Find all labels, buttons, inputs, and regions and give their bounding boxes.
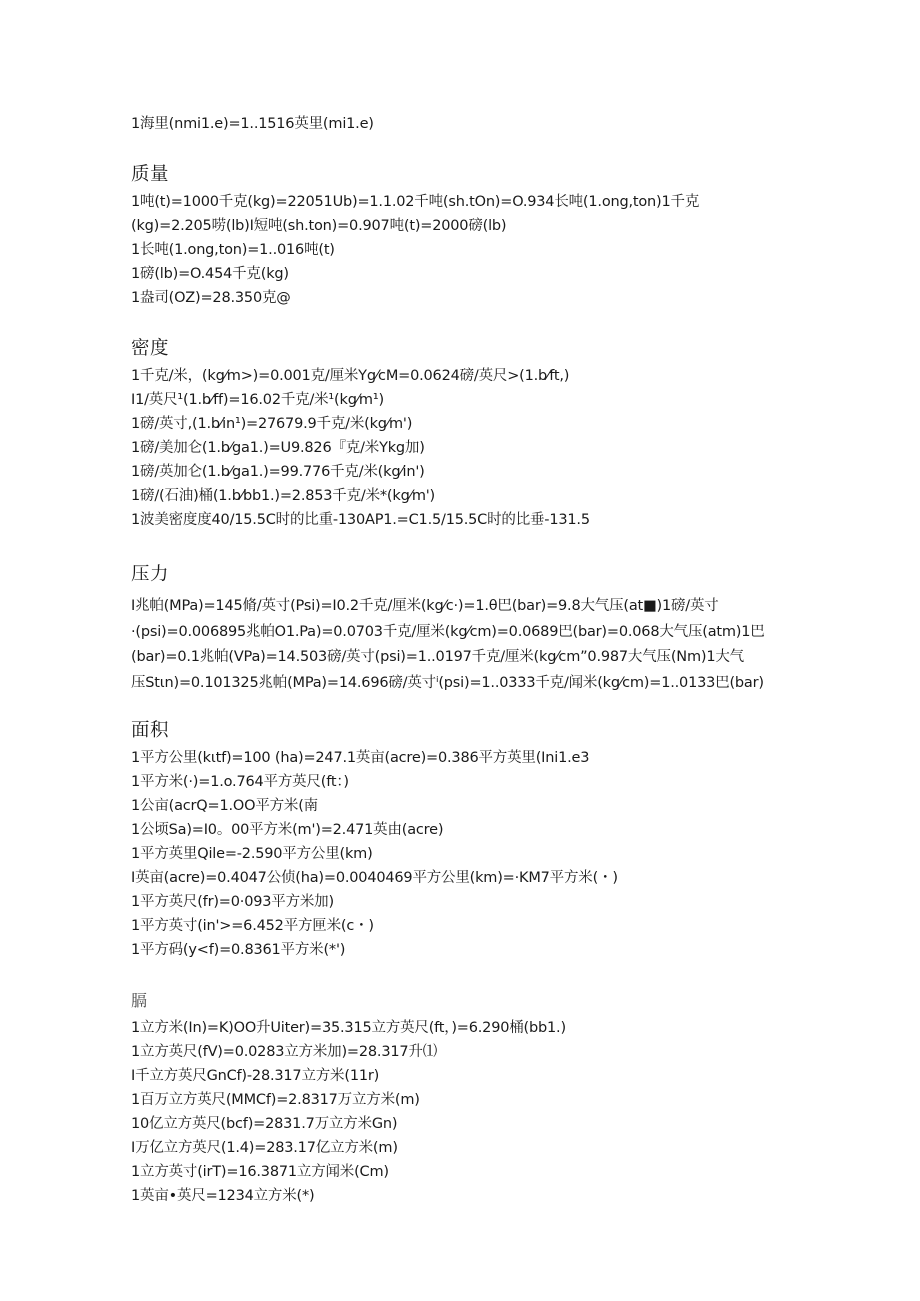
mass-line: 1盎司(OZ)=28.350克@ bbox=[131, 290, 291, 306]
volume-heading: 膈 bbox=[131, 991, 148, 1010]
area-heading: 面积 bbox=[131, 720, 170, 741]
volume-line: 1立方英寸(irT)=16.3871立方闻米(Cm) bbox=[131, 1164, 389, 1180]
volume-line: I万亿立方英尺(1.4)=283.17亿立方米(m) bbox=[131, 1140, 398, 1156]
volume-line: 1立方英尺(fV)=0.0283立方米加)=28.317升⑴ bbox=[131, 1044, 437, 1060]
density-section bbox=[131, 336, 791, 532]
area-line: 1公顷Sa)=I0。00平方米(m')=2.471英由(acre) bbox=[131, 822, 444, 838]
pressure-line: I兆帕(MPa)=145脩/英寸(Psi)=I0.2千克/厘米(kg⁄c·)=1.θ巴(bar)=9.8大气压(at■)1磅/英寸 bbox=[131, 598, 719, 614]
area-line: 1平方码(y<f)=0.8361平方米(*') bbox=[131, 942, 346, 958]
pressure-line: ·(psi)=0.006895兆帕O1.Pa)=0.0703千克/厘米(kg⁄cm)=0.0689巴(bar)=0.068大气压(atm)1巴 bbox=[131, 623, 765, 640]
volume-section bbox=[131, 988, 791, 1208]
area-line: 1平方米(·)=1.o.764平方英尺(ft：) bbox=[131, 774, 349, 790]
volume-line: 1立方米(In)=K)OO升Uiter)=35.315立方英尺(ft，)=6.290桶(bb1.) bbox=[131, 1020, 566, 1036]
density-line: 1千克/米，(kg⁄m>)=0.001克/厘米Yg⁄cM=0.0624磅/英尺>(1.b⁄ft,) bbox=[131, 368, 570, 384]
area-section bbox=[131, 718, 791, 962]
area-line: 1平方公里(kιtf)=100 (ha)=247.1英亩(acre)=0.386平方英里(Ini1.e3 bbox=[131, 750, 590, 766]
area-line: I英亩(acre)=0.4047公侦(ha)=0.0040469平方公里(km)=·KM7平方米(・) bbox=[131, 870, 618, 886]
area-line: 1平方英寸(in'>=6.452平方匣米(c・) bbox=[131, 918, 374, 934]
density-line: 1波美密度度40/15.5C时的比重-130AP1.=C1.5/15.5C时的比垂-131.5 bbox=[131, 512, 590, 528]
mass-section bbox=[131, 162, 791, 310]
document-content bbox=[131, 112, 791, 1208]
volume-line: 10亿立方英尺(bcf)=2831.7万立方米Gn) bbox=[131, 1116, 398, 1132]
area-line: 1平方英尺(fr)=0·093平方米加) bbox=[131, 894, 334, 910]
density-heading: 密度 bbox=[131, 338, 170, 359]
mass-line: 1磅(lb)=O.454千克(kg) bbox=[131, 266, 289, 282]
area-line: 1平方英里Qile=-2.590平方公里(km) bbox=[131, 846, 373, 862]
volume-line: I千立方英尺GnCf)-28.317立方米(11r) bbox=[131, 1068, 380, 1084]
area-line: 1公亩(acrQ=1.OO平方米(南 bbox=[131, 798, 318, 814]
pressure-line: 压Stιn)=0.101325兆帕(MPa)=14.696磅/英寸ⁱ(psi)=1..0333千克/闻米(kg⁄cm)=1..0133巴(bar) bbox=[131, 674, 764, 691]
mass-line: 1吨(t)=1000千克(kg)=22051Ub)=1.1.02千吨(sh.tOn)=O.934长吨(1.ong,ton)1千克 bbox=[131, 194, 700, 210]
pressure-heading: 压力 bbox=[131, 564, 170, 585]
density-line: 1磅/英加仑(1.b⁄ga1.)=99.776千克/米(kg⁄in') bbox=[131, 464, 425, 480]
mass-line: 1长吨(1.ong,ton)=1..016吨(t) bbox=[131, 242, 335, 258]
pressure-line: (bar)=0.1兆帕(VPa)=14.503磅/英寸(psi)=1..0197千克/厘米(kg⁄cm”0.987大气压(Nm)1大气 bbox=[131, 649, 744, 665]
density-line: 1磅/英寸,(1.b⁄in¹)=27679.9千克/米(kg⁄m') bbox=[131, 416, 413, 432]
nautical-mile-line: 1海里(nmi1.e)=1..1516英里(mi1.e) bbox=[131, 116, 374, 132]
pressure-section bbox=[131, 562, 791, 696]
density-line: 1磅/美加仑(1.b⁄ga1.)=U9.826『克/米Ykg加) bbox=[131, 440, 425, 456]
volume-line: 1百万立方英尺(MMCf)=2.8317万立方米(m) bbox=[131, 1092, 420, 1108]
volume-line: 1英亩•英尺=1234立方米(*) bbox=[131, 1188, 315, 1204]
density-line: I1/英尺¹(1.b⁄ff)=16.02千克/米¹(kg⁄m¹) bbox=[131, 392, 384, 408]
mass-line: (kg)=2.205唠(lb)I短吨(sh.ton)=0.907吨(t)=2000磅(lb) bbox=[131, 218, 507, 234]
density-line: 1磅/(石油)桶(1.b⁄bb1.)=2.853千克/米*(kg⁄m') bbox=[131, 488, 435, 504]
mass-heading: 质量 bbox=[131, 164, 170, 185]
